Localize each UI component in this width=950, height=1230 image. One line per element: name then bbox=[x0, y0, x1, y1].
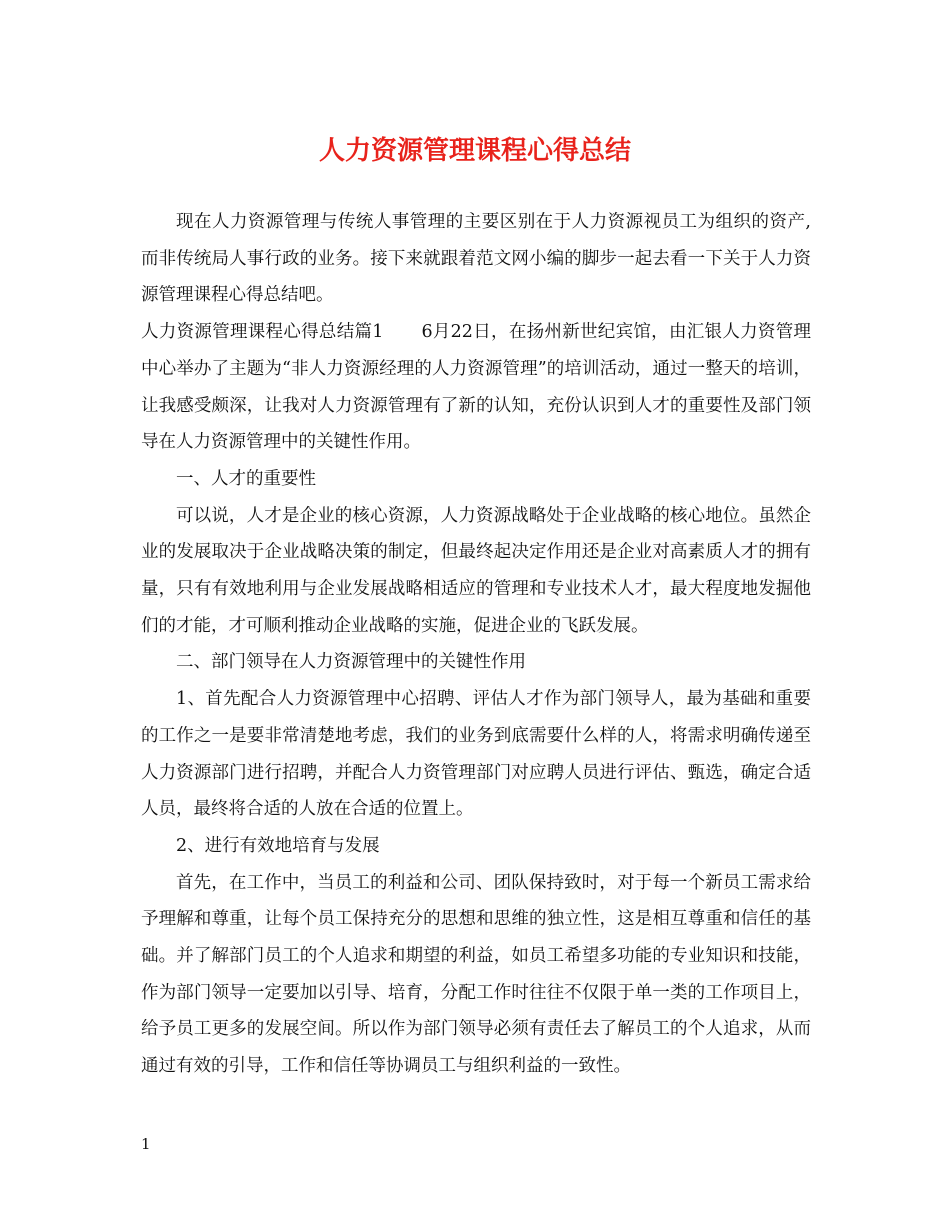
section-1-paragraph bbox=[141, 314, 811, 461]
document-body bbox=[141, 204, 811, 1085]
development-paragraph: 首先，在工作中，当员工的利益和公司、团队保持致时，对于每一个新员工需求给予理解和尊重，让每个员工保持充分的思想和思维的独立性，这是相互尊重和信任的基础。并了解部门员工的个人追求和期望的利益，如员工希望多功能的专业知识和技能，作为部门领导一定要加以引导、培育，分配工作时往往不仅限于单一类的工作项目上，给予员工更多的发展空间。所以作为部门领导必须有责任去了解员工的个人追求，从而通过有效的引导，工作和信任等协调员工与组织利益的一致性。 bbox=[141, 872, 811, 1077]
section-1-label: 人力资源管理课程心得总结篇1 bbox=[141, 322, 384, 343]
page-number: 1 bbox=[141, 1135, 151, 1153]
recruitment-paragraph: 1、首先配合人力资源管理中心招聘、评估人才作为部门领导人，最为基础和重要的工作之一是要非常清楚地考虑，我们的业务到底需要什么样的人，将需求明确传递至人力资源部门进行招聘，并配合人力资管理部门对应聘人员进行评估、甄选，确定合适人员，最终将合适的人放在合适的位置上。 bbox=[141, 689, 811, 820]
intro-paragraph: 现在人力资源管理与传统人事管理的主要区别在于人力资源视员工为组织的资产,而非传统局人事行政的业务。接下来就跟着范文网小编的脚步一起去看一下关于人力资源管理课程心得总结吧。 bbox=[141, 212, 811, 306]
heading-talent-importance: 一、人才的重要性 bbox=[176, 468, 316, 489]
heading-leader-role: 二、部门领导在人力资源管理中的关键性作用 bbox=[176, 652, 526, 673]
talent-paragraph: 可以说，人才是企业的核心资源，人力资源战略处于企业战略的核心地位。虽然企业的发展取决于企业战略决策的制定，但最终起决定作用还是企业对高素质人才的拥有量，只有有效地利用与企业发展战略相适应的管理和专业技术人才，最大程度地发掘他们的才能，才可顺利推动企业战略的实施，促进企业的飞跃发展。 bbox=[141, 505, 811, 636]
document-title: 人力资源管理课程心得总结 bbox=[318, 136, 631, 166]
section-1-text: 6月22日，在扬州新世纪宾馆，由汇银人力资管理中心举办了主题为“非人力资源经理的人力资源管理”的培训活动，通过一整天的培训，让我感受颇深，让我对人力资源管理有了新的认知，充份认识到人才的重要性及部门领导在人力资源管理中的关键性作用。 bbox=[141, 322, 812, 453]
heading-development: 2、进行有效地培育与发展 bbox=[176, 835, 380, 856]
